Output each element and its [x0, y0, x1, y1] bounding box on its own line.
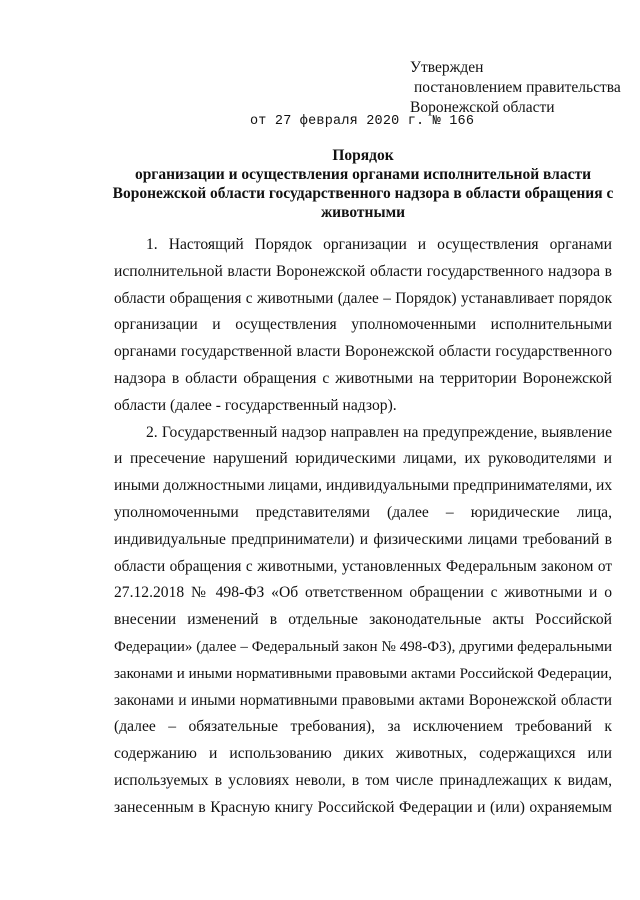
approval-line-resolution: постановлением правительства: [414, 79, 621, 96]
paragraph-line: 27.12.2018 № 498-ФЗ «Об ответственном обращении с животными и о: [114, 584, 612, 602]
title-line-4: животными: [320, 204, 406, 221]
approval-line-region: Воронежской области: [410, 99, 555, 116]
paragraph-line: и пресечение нарушений юридическими лицами, их руководителями и: [114, 450, 612, 468]
document-title: [112, 146, 614, 222]
title-line-3: Воронежской области государственного надзора в области обращения с: [112, 185, 614, 202]
title-line-2: организации и осуществления органами исполнительной власти: [134, 166, 592, 183]
title-line-1: Порядок: [332, 147, 394, 164]
paragraph-line: уполномоченными представителями (далее – юридические лица,: [114, 503, 612, 521]
approval-stamp: [410, 58, 638, 118]
paragraph-line: 2. Государственный надзор направлен на предупреждение, выявление: [146, 423, 612, 441]
paragraph-line: исполнительной власти Воронежской области государственного надзора в: [114, 262, 612, 280]
paragraph-line: занесенным в Красную книгу Российской Федерации и (или) охраняемым: [114, 798, 612, 816]
paragraph-1: [114, 232, 612, 420]
paragraph-line: области обращения с животными (далее – Порядок) устанавливает порядок: [114, 289, 612, 307]
paragraph-line: внесении изменений в отдельные законодательные акты Российской: [114, 611, 612, 629]
paragraph-line: 1. Настоящий Порядок организации и осуществления органами: [146, 236, 612, 253]
paragraph-line: содержанию и использованию диких животных, содержащихся или: [114, 745, 612, 763]
paragraph-2: [114, 420, 612, 822]
approval-line-approved: Утвержден: [410, 59, 484, 76]
paragraph-line: организации и осуществления уполномоченными исполнительными: [114, 316, 612, 334]
paragraph-line: органами государственной власти Воронежской области государственного: [114, 343, 612, 361]
paragraph-line: Федерации» (далее – Федеральный закон № 498-ФЗ), другими федеральными: [114, 638, 612, 655]
paragraph-line: надзора в области обращения с животными на территории Воронежской: [114, 369, 612, 387]
paragraph-line: используемых в условиях неволи, в том числе принадлежащих к видам,: [114, 771, 612, 789]
paragraph-line: (далее – обязательные требования), за исключением требований к: [114, 718, 612, 736]
decree-date-number: от 27 февраля 2020 г. № 166: [250, 114, 475, 129]
paragraph-line: области обращения с животными, установленных Федеральным законом от: [114, 557, 612, 575]
paragraph-line: законами и иными нормативными правовыми актами Воронежской области: [114, 691, 612, 709]
paragraph-line: законами и иными нормативными правовыми актами Российской Федерации,: [114, 665, 612, 682]
paragraph-line: иными должностными лицами, индивидуальными предпринимателями, их: [114, 477, 613, 495]
document-body: [114, 232, 612, 822]
paragraph-line: индивидуальные предприниматели) и физическими лицами требований в: [114, 530, 612, 548]
paragraph-line: области (далее - государственный надзор).: [114, 396, 397, 414]
